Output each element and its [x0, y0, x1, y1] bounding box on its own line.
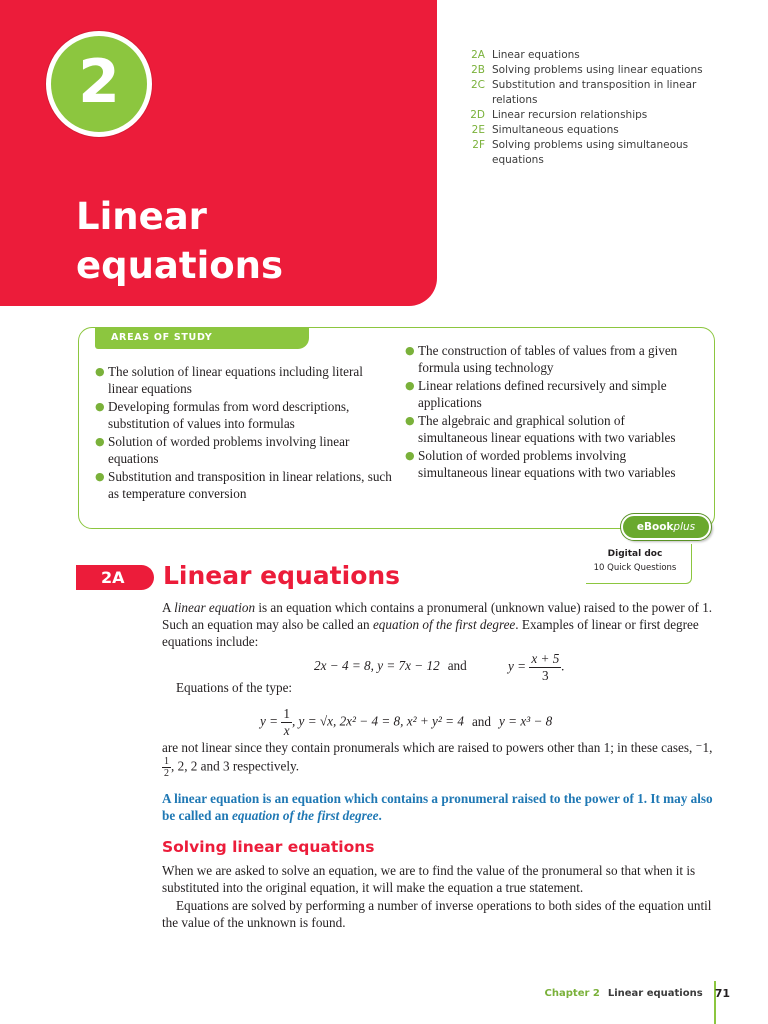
digital-doc-label: Digital doc — [607, 549, 663, 559]
toc-text: Linear recursion relationships — [492, 109, 648, 121]
solving-paragraph-1: When we are asked to solve an equation, we are to find the value of the pronumeral so that when it is substituted into the original equation, it will make the equation a true statement. — [162, 863, 696, 896]
digital-doc-title: 10 Quick Questions — [593, 563, 677, 573]
bullet-icon: ● — [405, 379, 415, 392]
footer-chapter: Chapter 2 — [544, 988, 600, 999]
toc-code: 2B — [471, 64, 485, 76]
bullet-icon: ● — [405, 414, 415, 427]
list-item: ● Substitution and transposition in linear relations, such as temperature conversion — [95, 469, 392, 501]
toc-code: 2D — [470, 109, 485, 121]
toc-item[interactable] — [460, 63, 730, 78]
definition-callout: A linear equation is an equation which contains a pronumeral raised to the power of 1. It may also be called an equation of the first degree. — [162, 791, 713, 824]
chapter-title-line2: equations — [76, 244, 284, 287]
intro-paragraph: A linear equation is an equation which contains a pronumeral (unknown value) raised to the power of 1. Such an equation may also be called an equation of the first degree. Examples of linear or first degree equations include: — [162, 600, 713, 650]
toc-code: 2A — [471, 49, 485, 61]
areas-of-study-label: AREAS OF STUDY — [95, 327, 309, 349]
list-item: ● The solution of linear equations including literal linear equations — [95, 364, 363, 396]
section-title: Linear equations — [163, 561, 401, 590]
toc-text: Simultaneous equations — [492, 124, 619, 136]
chapter-header-panel — [0, 0, 437, 306]
chapter-number: 2 — [78, 47, 120, 117]
toc-item[interactable] — [460, 123, 730, 138]
page-number: 71 — [714, 987, 730, 1000]
toc-text: Solving problems using linear equations — [492, 64, 703, 76]
toc-code: 2F — [472, 139, 485, 151]
linear-fraction-equation: y = $\frac{x + 5}{3}$ . — [508, 651, 565, 683]
linear-examples-equations: 2x − 4 = 8, y = 7x − 12 and — [314, 658, 467, 673]
toc-item[interactable] — [460, 48, 730, 63]
chapter-title — [76, 192, 283, 290]
toc-item[interactable] — [460, 138, 730, 168]
bullet-icon: ● — [405, 344, 415, 357]
areas-of-study-box — [78, 327, 715, 529]
not-linear-paragraph: are not linear since they contain pronumerals which are raised to powers other than 1; in these cases, ⁻1, $\frac{1}{2}$ , 2, 2 and 3 respectively. — [162, 740, 713, 780]
chapter-contents — [460, 48, 730, 168]
toc-text: Solving problems using simultaneous equations — [492, 139, 689, 166]
page-footer — [545, 984, 730, 1004]
toc-code: 2C — [470, 79, 485, 91]
toc-text: Substitution and transposition in linear relations — [492, 79, 697, 106]
list-item: ● The algebraic and graphical solution of simultaneous linear equations with two variables — [405, 413, 676, 445]
digital-doc-link[interactable] — [586, 544, 692, 584]
type-paragraph: Equations of the type: — [176, 680, 293, 695]
section-code-badge: 2A — [76, 565, 154, 590]
solving-paragraph-2: Equations are solved by performing a number of inverse operations to both sides of the equation until the value of the unknown is found. — [162, 898, 712, 931]
nonlinear-examples-equations: y = $\frac{1}{x}$ , y = √x, 2x² − 4 = 8, x² + y² = 4 and y = x³ − 8 — [260, 706, 553, 738]
areas-of-study-left-column — [93, 364, 393, 504]
list-item: ● Developing formulas from word descriptions, substitution of values into formulas — [95, 399, 350, 431]
list-item: ● The construction of tables of values from a given formula using technology — [405, 343, 678, 375]
footer-title: Linear equations — [607, 988, 703, 999]
list-item: ● Linear relations defined recursively and simple applications — [405, 378, 667, 410]
chapter-title-line1: Linear — [76, 195, 207, 238]
toc-text: Linear equations — [492, 49, 580, 61]
areas-of-study-right-column — [403, 343, 693, 483]
toc-item[interactable] — [460, 108, 730, 123]
bullet-icon: ● — [95, 400, 105, 413]
ebookplus-button[interactable]: eBookplus — [621, 514, 711, 540]
bullet-icon: ● — [95, 435, 105, 448]
toc-item[interactable] — [460, 78, 730, 108]
subsection-heading: Solving linear equations — [162, 838, 375, 856]
chapter-number-badge — [46, 31, 152, 137]
list-item: ● Solution of worded problems involving simultaneous linear equations with two variables — [405, 448, 676, 480]
bullet-icon: ● — [95, 365, 105, 378]
bullet-icon: ● — [405, 449, 415, 462]
bullet-icon: ● — [95, 470, 105, 483]
toc-code: 2E — [471, 124, 485, 136]
list-item: ● Solution of worded problems involving linear equations — [95, 434, 350, 466]
